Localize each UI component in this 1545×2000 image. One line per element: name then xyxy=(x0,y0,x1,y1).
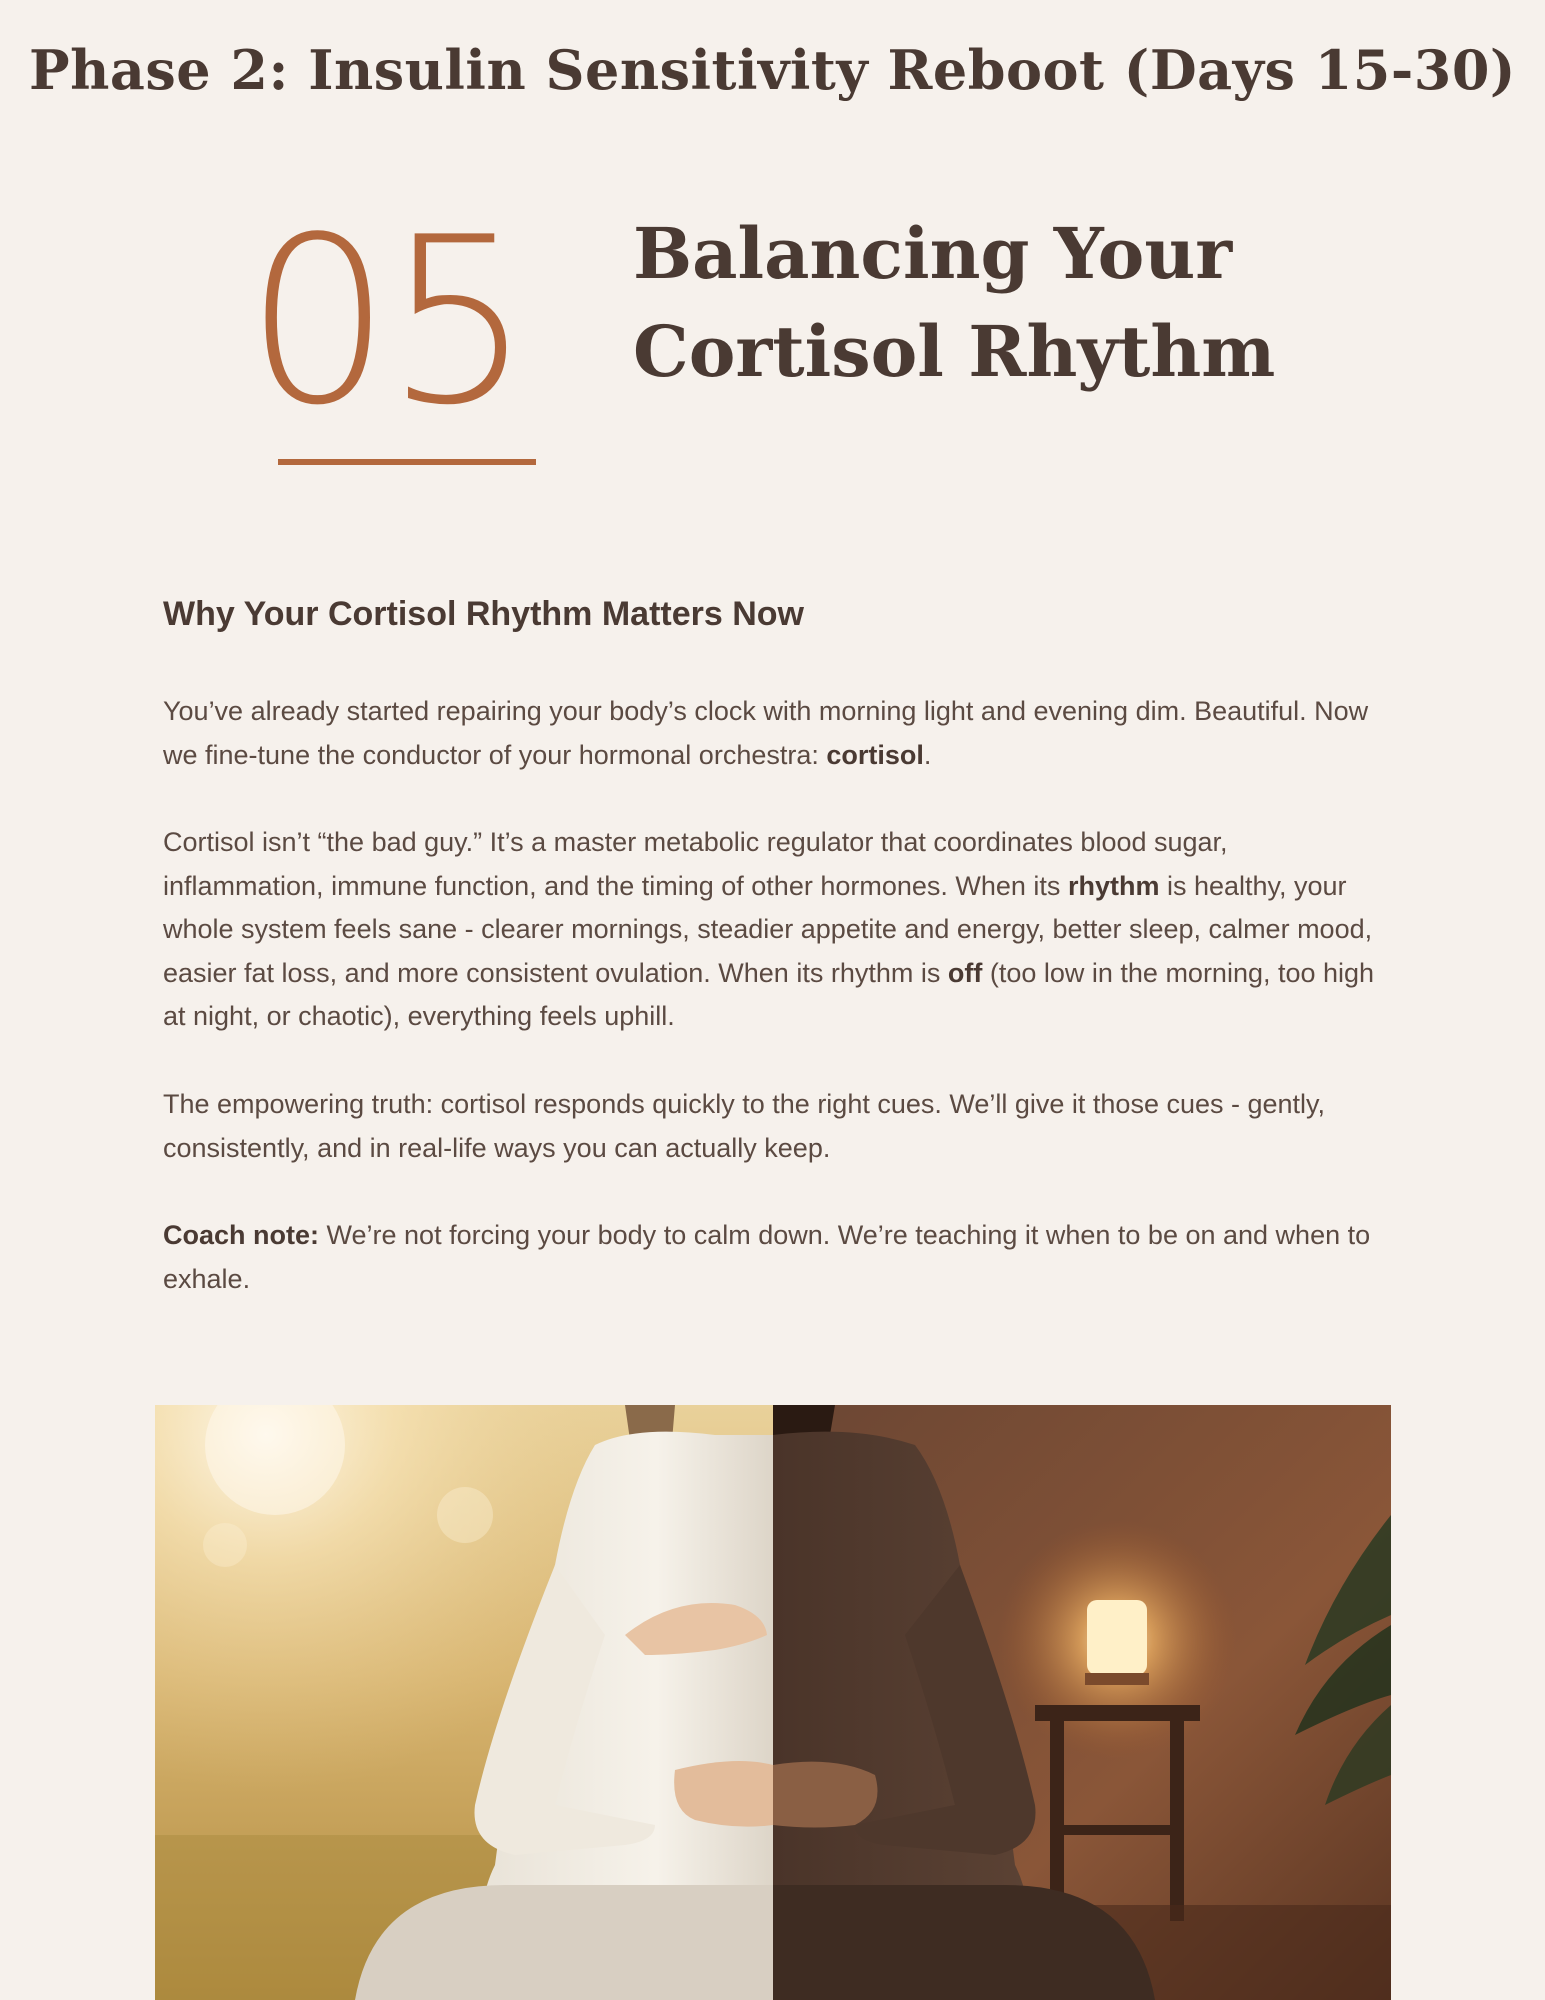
paragraph-intro-end: . xyxy=(923,739,932,770)
chapter-number-underline xyxy=(278,459,536,465)
paragraph-coach-note xyxy=(163,1214,1393,1301)
paragraph-cortisol-role xyxy=(163,821,1393,1039)
chapter-number: 05 xyxy=(245,189,526,456)
chapter-title: Balancing Your Cortisol Rhythm xyxy=(633,212,1276,393)
paragraph-text-part: Cortisol isn’t “the bad guy.” It’s a master metabolic regulator that coordinates blood sugar, inflammation, immune function, and the timing of other hormones. When its xyxy=(163,827,1228,901)
emphasis-cortisol: cortisol xyxy=(826,739,924,770)
emphasis-off: off xyxy=(947,957,983,988)
phase-title: Phase 2: Insulin Sensitivity Reboot (Days 15-30) xyxy=(29,38,1516,102)
emphasis-rhythm: rhythm xyxy=(1067,870,1160,901)
paragraph-text-part: (too low in the morning, too high at night, or chaotic), everything feels uphill. xyxy=(163,957,1375,1031)
paragraph-empowering-truth: The empowering truth: cortisol responds quickly to the right cues. We’ll give it those cues - gently, consistently, and in real-life ways you can actually keep. xyxy=(163,1089,1326,1163)
paragraph-text-part: is healthy, your whole system feels sane - clearer mornings, steadier appetite and energy, better sleep, calmer mood, easier fat loss, and more consistent ovulation. When its rhythm is xyxy=(163,870,1373,988)
paragraph-intro xyxy=(163,690,1393,777)
paragraph-intro-text: You’ve already started repairing your body’s clock with morning light and evening dim. Beautiful. Now we fine-tune the conductor of your hormonal orchestra: xyxy=(163,696,1369,770)
coach-note-text: We’re not forcing your body to calm down. We’re teaching it when to be on and when to exhale. xyxy=(163,1220,1371,1294)
coach-note-label: Coach note: xyxy=(163,1220,320,1250)
split-meditation-photo xyxy=(155,1405,1391,2000)
section-heading: Why Your Cortisol Rhythm Matters Now xyxy=(163,595,805,633)
